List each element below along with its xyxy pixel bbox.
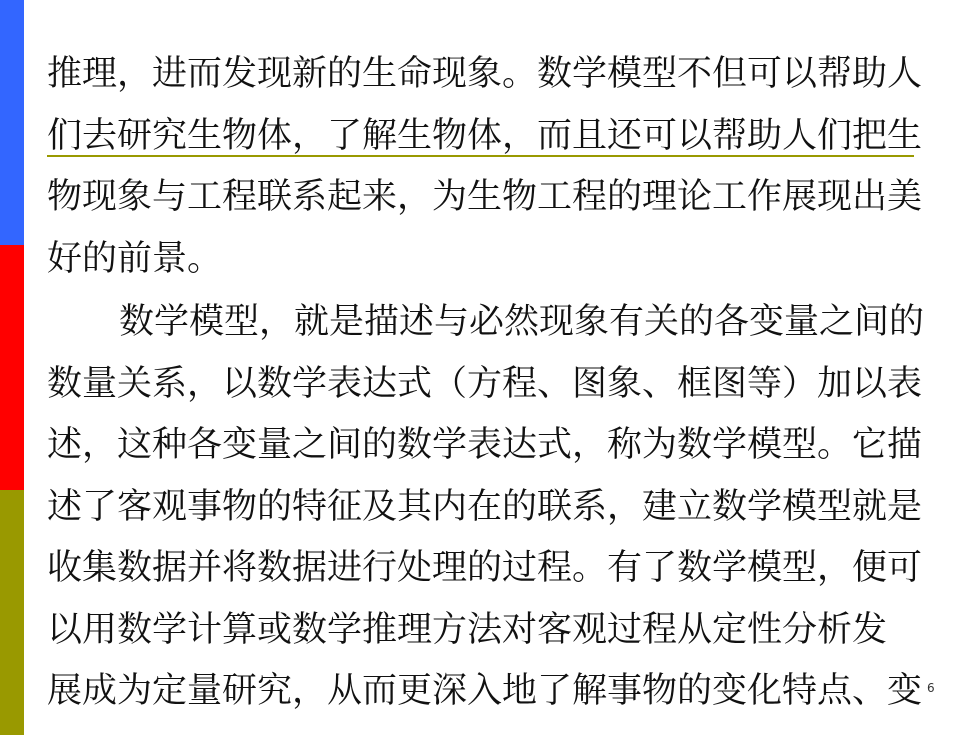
paragraph-2-line-1: 数学模型，就是描述与必然现象有关的各变量之间的 xyxy=(119,302,925,342)
paragraph-1-line-2: 们去研究生物体，了解生物体，而且还可以帮助人们把生 xyxy=(47,115,923,156)
paragraph-2-line-3: 述，这种各变量之间的数学表达式，称为数学模型。它描 xyxy=(47,425,923,465)
paragraph-2-line-6: 以用数学计算或数学推理方法对客观过程从定性分析发 xyxy=(47,609,888,650)
paragraph-2-line-4: 述了客观事物的特征及其内在的联系，建立数学模型就是 xyxy=(47,486,923,527)
accent-bar-blue xyxy=(0,0,24,245)
accent-bar-red xyxy=(0,245,24,490)
paragraph-2-line-5: 收集数据并将数据进行处理的过程。有了数学模型，便可 xyxy=(47,548,923,588)
paragraph-1-line-1: 推理，进而发现新的生命现象。数学模型不但可以帮助人 xyxy=(47,54,923,94)
paragraph-2-line-2: 数量关系，以数学表达式（方程、图象、框图等）加以表 xyxy=(47,363,923,404)
paragraph-1-line-4: 好的前景。 xyxy=(47,238,223,279)
body-text xyxy=(47,46,967,725)
accent-bar-olive xyxy=(0,490,24,735)
paragraph-1-line-3: 物现象与工程联系起来，为生物工程的理论工作展现出美 xyxy=(47,177,923,217)
page-number: 6 xyxy=(927,681,935,695)
paragraph-2-line-7: 展成为定量研究，从而更深入地了解事物的变化特点、变 xyxy=(47,671,923,711)
